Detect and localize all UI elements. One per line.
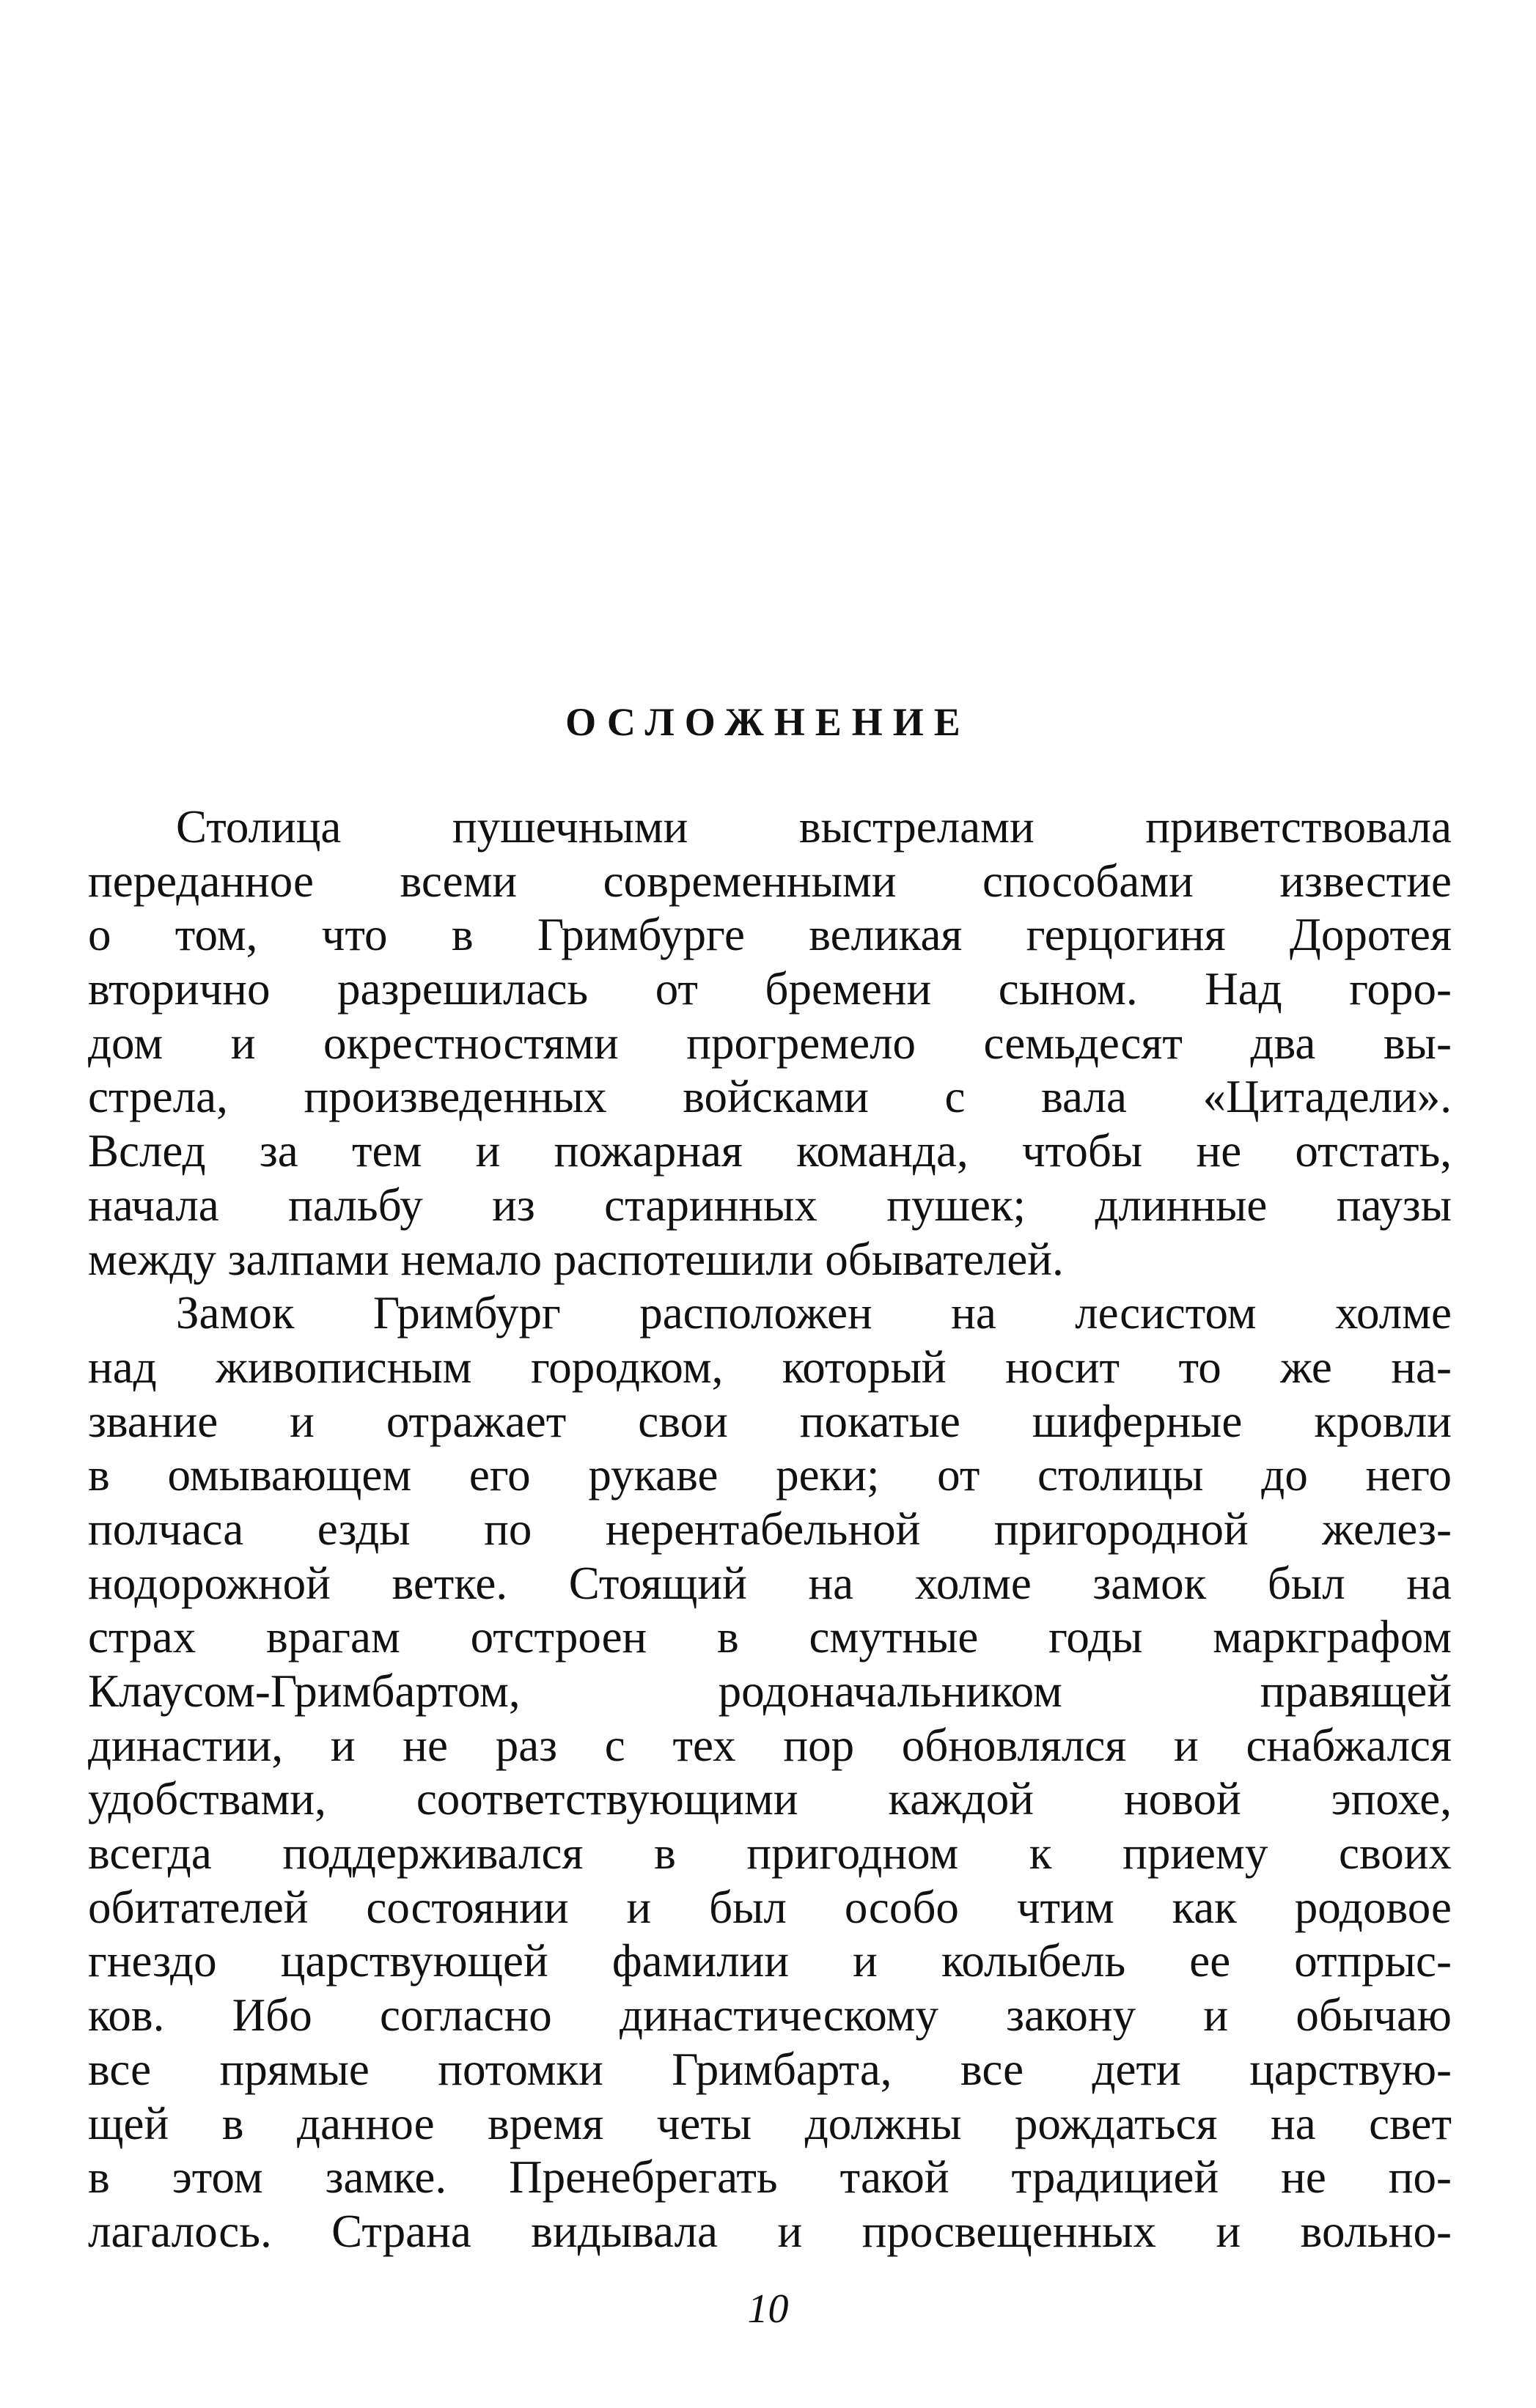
text-line: Клаусом-Гримбартом, родоначальником правящей [88, 1665, 1452, 1717]
text-line: Вслед за тем и пожарная команда, чтобы не отстать, [88, 1125, 1452, 1177]
text-line: над живописным городком, который носит то же на- [88, 1341, 1452, 1393]
text-line: династии, и не раз с тех пор обновлялся и снабжался [88, 1719, 1452, 1771]
text-line: в омывающем его рукаве реки; от столицы до него [88, 1449, 1452, 1501]
text-line: о том, что в Гримбурге великая герцогиня Доротея [88, 909, 1452, 961]
text-line: щей в данное время четы должны рождаться на свет [88, 2097, 1452, 2149]
text-line: лагалось. Страна видывала и просвещенных и вольно- [88, 2205, 1452, 2257]
text-line: дом и окрестностями прогремело семьдесят два вы- [88, 1017, 1452, 1069]
text-line: всегда поддерживался в пригодном к приему своих [88, 1827, 1452, 1879]
body-text [88, 800, 1452, 2259]
page-number: 10 [747, 2286, 789, 2332]
text-line: все прямые потомки Гримбарта, все дети царствую- [88, 2043, 1452, 2095]
text-line: страх врагам отстроен в смутные годы маркграфом [88, 1611, 1452, 1663]
text-line: начала пальбу из старинных пушек; длинные паузы [88, 1179, 1452, 1231]
chapter-title: ОСЛОЖНЕНИЕ [565, 700, 971, 744]
text-line: стрела, произведенных войсками с вала «Цитадели». [88, 1071, 1452, 1123]
text-line: ков. Ибо согласно династическому закону и обычаю [88, 1989, 1452, 2041]
text-line: переданное всеми современными способами известие [88, 855, 1452, 907]
text-line: Замок Гримбург расположен на лесистом холме [176, 1287, 1452, 1339]
text-line: звание и отражает свои покатые шиферные кровли [88, 1395, 1452, 1447]
text-line: полчаса езды по нерентабельной пригородной желез- [88, 1503, 1452, 1555]
paragraph-2 [88, 1286, 1452, 2258]
text-line: обитателей состоянии и был особо чтим как родовое [88, 1881, 1452, 1933]
text-line: в этом замке. Пренебрегать такой традицией не по- [88, 2151, 1452, 2203]
paragraph-1 [88, 800, 1452, 1286]
text-line: вторично разрешилась от бремени сыном. Над горо- [88, 963, 1452, 1015]
text-line: удобствами, соответствующими каждой новой эпохе, [88, 1773, 1452, 1825]
text-line: между залпами немало распотешили обывателей. [88, 1233, 1064, 1285]
text-line: Столица пушечными выстрелами приветствовала [176, 801, 1452, 853]
text-line: гнездо царствующей фамилии и колыбель ее отпрыс- [88, 1935, 1452, 1987]
text-line: нодорожной ветке. Стоящий на холме замок был на [88, 1557, 1452, 1609]
